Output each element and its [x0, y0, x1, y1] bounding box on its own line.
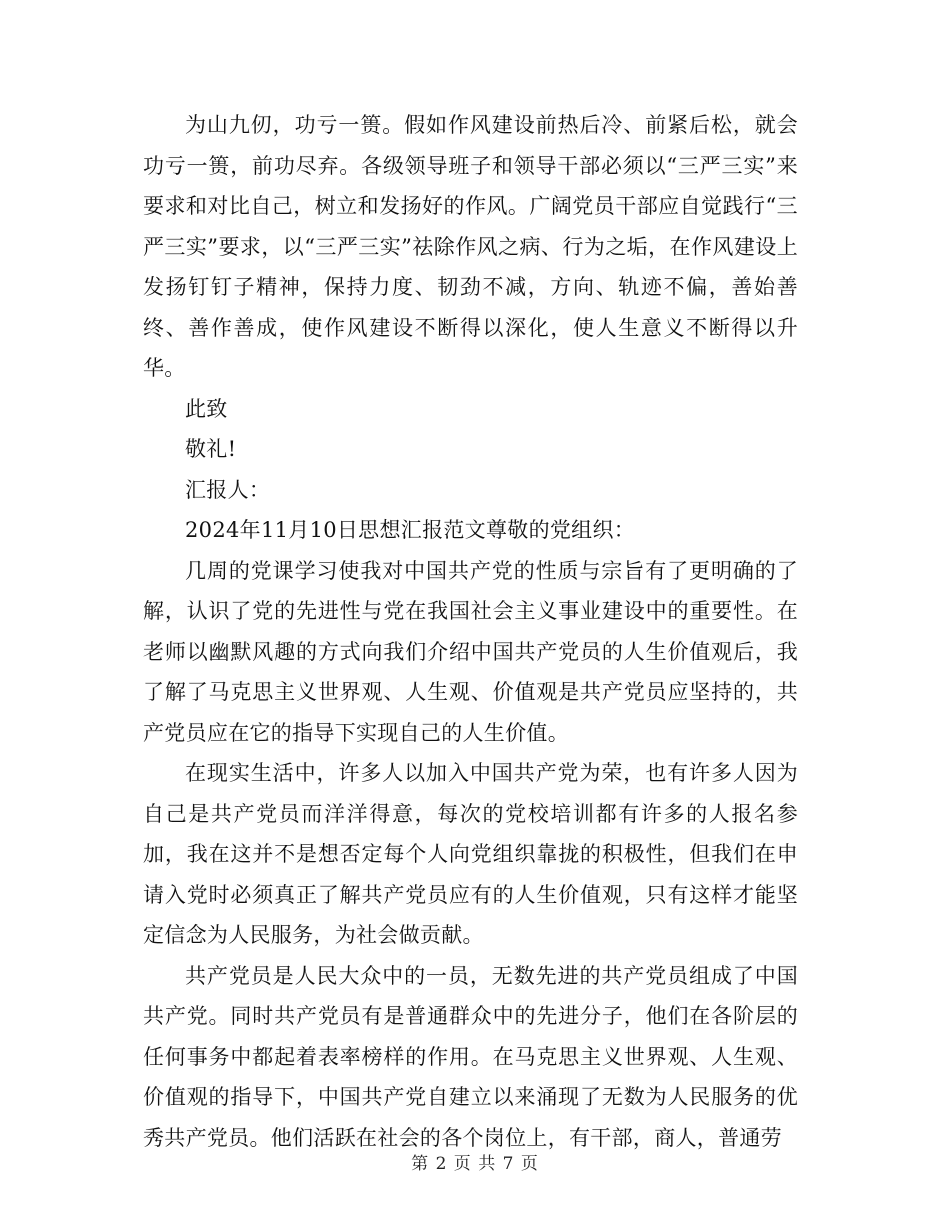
- paragraph-party-members: 共产党员是人民大众中的一员，无数先进的共产党员组成了中国共产党。同时共产党员有是普通群众中的先进分子，他们在各阶层的任何事务中都起着表率榜样的作用。在马克思主义世界观、人生观、价值观的指导下，中国共产党自建立以来涌现了无数为人民服务的优秀共产党员。他们活跃在社会的各个岗位上，有干部，商人，普通劳: [143, 963, 798, 1150]
- closing-respect: 敬礼!: [185, 437, 237, 461]
- date-and-title: 2024年11月10日思想汇报范文尊敬的党组织：: [185, 518, 636, 542]
- page-number: 第 2 页 共 7 页: [411, 1154, 539, 1174]
- paragraph-party-course: 几周的党课学习使我对中国共产党的性质与宗旨有了更明确的了解，认识了党的先进性与党在我国社会主义事业建设中的重要性。在老师以幽默风趣的方式向我们介绍中国共产党员的人生价值观后，我了解了马克思主义世界观、人生观、价值观是共产党员应坚持的，共产党员应在它的指导下实现自己的人生价值。: [143, 558, 798, 745]
- document-body: [143, 105, 798, 1158]
- paragraph-work-style: 为山九仞，功亏一篑。假如作风建设前热后冷、前紧后松，就会功亏一篑，前功尽弃。各级领导班子和领导干部必须以“三严三实”来要求和对比自己，树立和发扬好的作风。广阔党员干部应自觉践行“三严三实”要求，以“三严三实”祛除作风之病、行为之垢，在作风建设上发扬钉钉子精神，保持力度、韧劲不减，方向、轨迹不偏，善始善终、善作善成，使作风建设不断得以深化，使人生意义不断得以升华。: [143, 113, 798, 380]
- closing-salutation: 此致: [185, 396, 228, 421]
- reporter-label: 汇报人：: [185, 477, 271, 502]
- page-footer: [0, 1152, 950, 1176]
- paragraph-real-life: 在现实生活中，许多人以加入中国共产党为荣，也有许多人因为自己是共产党员而洋洋得意，每次的党校培训都有许多的人报名参加，我在这并不是想否定每个人向党组织靠拢的积极性，但我们在申请入党时必须真正了解共产党员应有的人生价值观，只有这样才能坚定信念为人民服务，为社会做贡献。: [143, 761, 798, 947]
